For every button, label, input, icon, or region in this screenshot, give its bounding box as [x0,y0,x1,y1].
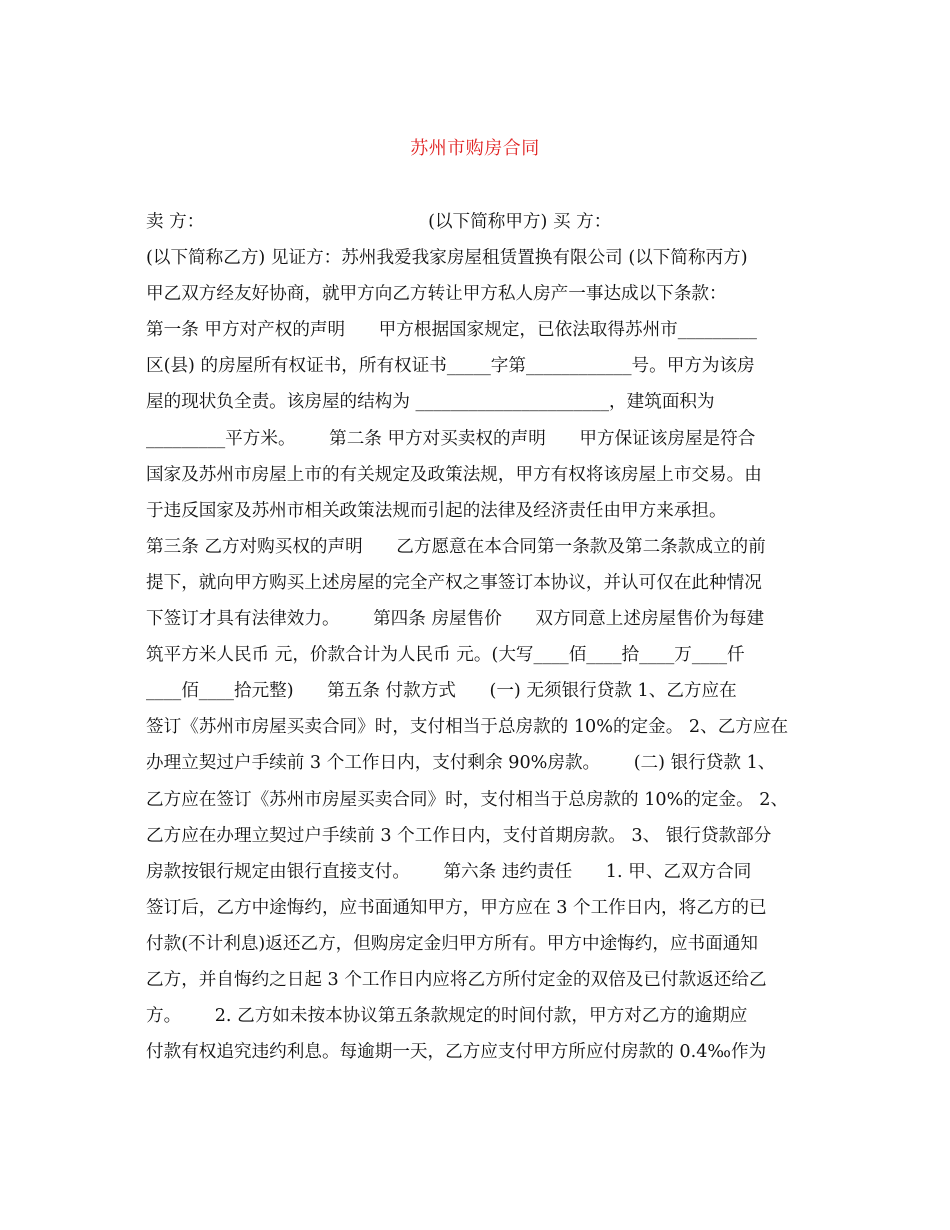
text-line: 提下，就向甲方购买上述房屋的完全产权之事签订本协议，并认可仅在此种情况 [146,572,762,593]
document-title: 苏州市购房合同 [410,138,540,159]
text-line: 乙方应在签订《苏州市房屋买卖合同》时，支付相当于总房款的 10%的定金。 2、 [146,789,789,810]
text-line: 办理立契过户手续前 3 个工作日内，支付剩余 90%房款。 (二) 银行贷款 1、 [146,753,776,774]
text-line: ____佰____拾元整) 第五条 付款方式 (一) 无须银行贷款 1、乙方应在 [146,681,737,702]
text-line: 房款按银行规定由银行直接支付。 第六条 违约责任 1. 甲、乙双方合同 [146,861,752,882]
text-line: 屋的现状负全责。该房屋的结构为 ______________________，建筑面积为 [146,392,715,413]
text-line: 卖 方： (以下简称甲方) 买 方： [146,212,612,232]
text-line: 签订《苏州市房屋买卖合同》时，支付相当于总房款的 10%的定金。 2、乙方应在 [146,717,789,738]
text-line: 乙方应在办理立契过户手续前 3 个工作日内，支付首期房款。 3、 银行贷款部分 [146,825,772,846]
text-line: 方。 2. 乙方如未按本协议第五条款规定的时间付款，甲方对乙方的逾期应 [146,1006,748,1027]
text-line: 甲乙双方经友好协商，就甲方向乙方转让甲方私人房产一事达成以下条款： [146,284,727,305]
text-line: 第一条 甲方对产权的声明 甲方根据国家规定，已依法取得苏州市_________ [146,320,757,341]
text-line: 于违反国家及苏州市相关政策法规而引起的法律及经济责任由甲方来承担。 [146,500,727,521]
contract-body [146,204,816,1070]
text-line: 区(县) 的房屋所有权证书，所有权证书_____字第____________号。甲方为该房 [146,356,755,377]
text-line: _________平方米。 第二条 甲方对买卖权的声明 甲方保证该房屋是符合 [146,428,756,449]
text-line: 国家及苏州市房屋上市的有关规定及政策法规，甲方有权将该房屋上市交易。由 [146,464,762,485]
text-line: 下签订才具有法律效力。 第四条 房屋售价 双方同意上述房屋售价为每建 [146,609,765,630]
text-line: 乙方，并自悔约之日起 3 个工作日内应将乙方所付定金的双倍及已付款返还给乙 [146,969,767,990]
text-line: 筑平方米人民币 元，价款合计为人民币 元。(大写____佰____拾____万____仟 [146,645,745,666]
text-line: 付款有权追究违约利息。每逾期一天，乙方应支付甲方所应付房款的 0.4‰作为 [146,1042,767,1063]
text-line: 第三条 乙方对购买权的声明 乙方愿意在本合同第一条款及第二条款成立的前 [146,536,766,557]
text-line: 付款(不计利息)返还乙方，但购房定金归甲方所有。甲方中途悔约，应书面通知 [146,933,758,954]
text-line: (以下简称乙方) 见证方：苏州我爱我家房屋租赁置换有限公司 (以下简称丙方) [146,248,748,269]
text-line: 签订后，乙方中途悔约，应书面通知甲方，甲方应在 3 个工作日内，将乙方的已 [146,897,767,918]
